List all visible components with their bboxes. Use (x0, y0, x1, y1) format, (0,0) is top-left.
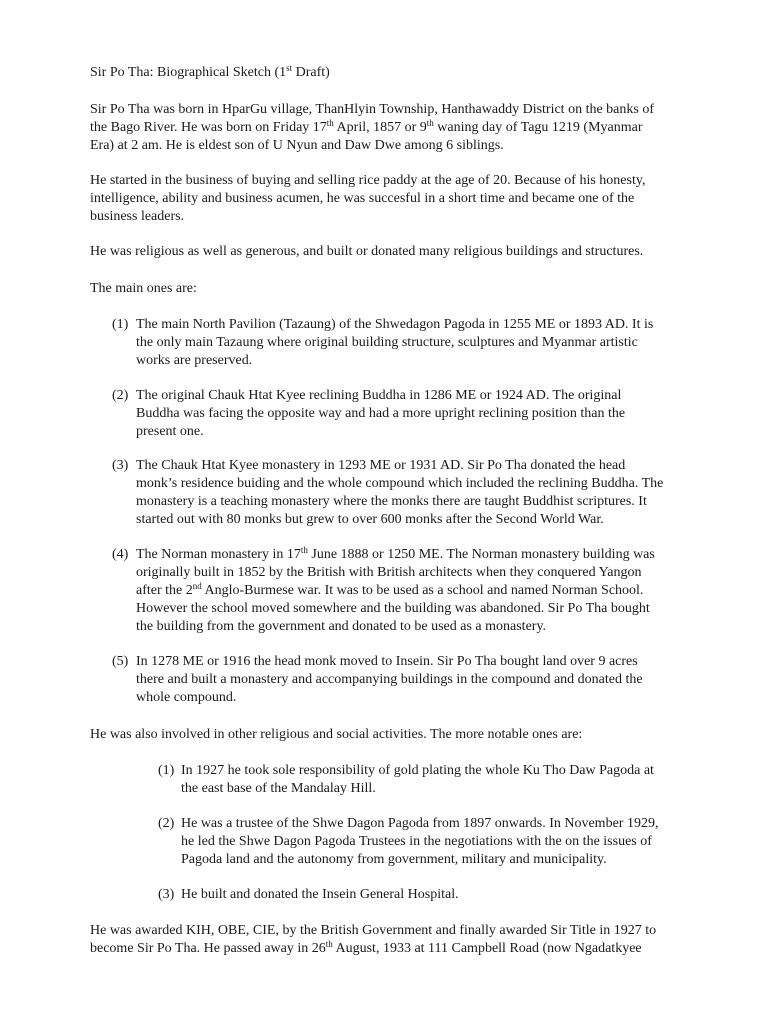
paragraph-other-activities: He was also involved in other religious and social activities. The more notable ones are: (90, 727, 583, 742)
document-page: Sir Po Tha: Biographical Sketch (1st Draft) Sir Po Tha was born in HparGu village, ThanHlyin Township, Hanthawaddy District on the banks of the Bago River. He was born on Friday 17th April, 1857 or 9th waning day of Tagu 1219 (Myanmar Era) at 2 am. He is eldest son of U Nyun and Daw Dwe among 6 siblings. He started in the business of buying and selling rice paddy at the age of 20. Because of his honesty, intelligence, ability and business acumen, he was succesful in a short time and became one of the business leaders. He was religious as well as generous, and built or donated many religious buildings and structures. The main ones are: (1) The main North Pavilion (Tazaung) of the Shwedagon Pagoda in 1255 ME or 1893 AD. It is the only main Tazaung where original building structure, sculptures and Myanmar artistic works are preserved. (2) The original Chauk Htat Kyee reclining Buddha in 1286 ME or 1924 AD. The original Buddha was facing the opposite way and had a more upright reclining position than the present one. (3) The Chauk Htat Kyee monastery in 1293 ME or 1931 AD. Sir Po Tha donated the head monk’s residence buiding and the whole compound which included the reclining Buddha. The monastery is a teaching monastery where the monks there are taught Buddhist scriptures. It started out with 80 monks but grew to over 600 monks after the Second World War. (4) The Norman monastery in 17th June 1888 or 1250 ME. The Norman monastery building was originally built in 1852 by the British with British architects when they conquered Yangon after the 2nd Anglo-Burmese war. It was to be used as a school and named Norman School. However the school moved somewhere and the building was abandoned. Sir Po Tha bought the building from the government and donated to be used as a monastery. (5) In 1278 ME or 1916 the head monk moved to Insein. Sir Po Tha bought land over 9 acres there and built a monastery and accompanying buildings in the compound and donated the whole compound. He was also involved in other religious and social activities. The more notable ones are: (1) In 1927 he took sole responsibility of gold plating the whole Ku Tho Daw Pagoda at the east base of the Mandalay Hill. (2) He was a trustee of the Shwe Dagon Pagoda from 1897 onwards. In November 1929, he led the Shwe Dagon Pagoda Trustees in the negotiations with the on the issues of Pagoda land and the autonomy from government, military and municipality. (3) He built and donated the Insein General Hospital. He was awarded KIH, OBE, CIE, by the British Government and finally awarded Sir Title in 1927 to become Sir Po Tha. He passed away in 26th August, 1933 at 111 Campbell Road (now Ngadatkyee (0, 0, 768, 1024)
paragraph-business: He started in the business of buying and selling rice paddy at the age of 20. Because of his honesty, intelligence, ability and business acumen, he was succesful in a short time and became one of the business leaders. (90, 173, 646, 224)
paragraph-religious: He was religious as well as generous, and built or donated many religious buildings and structures. (90, 244, 644, 259)
document-title: Sir Po Tha: Biographical Sketch (1st Draft) (90, 63, 330, 80)
paragraph-awards: He was awarded KIH, OBE, CIE, by the British Government and finally awarded Sir Title in 1927 to become Sir Po Tha. He passed away in 26th August, 1933 at 111 Campbell Road (now Ngadatkyee (90, 923, 657, 956)
paragraph-birth: Sir Po Tha was born in HparGu village, ThanHlyin Township, Hanthawaddy District on the banks of the Bago River. He was born on Friday 17th April, 1857 or 9th waning day of Tagu 1219 (Myanmar Era) at 2 am. He is eldest son of U Nyun and Daw Dwe among 6 siblings. (90, 102, 654, 153)
paragraph-main-ones: The main ones are: (90, 281, 197, 296)
